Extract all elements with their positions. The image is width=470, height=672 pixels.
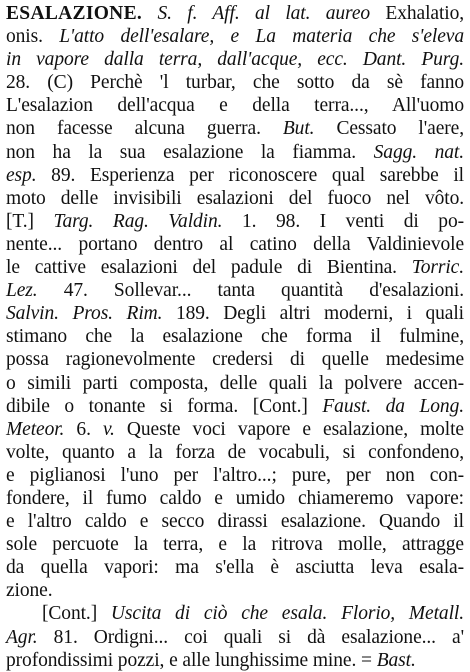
text-line xyxy=(6,117,464,140)
text-run: L'esalazion dell'acqua e della terra..., All'uomo xyxy=(6,95,464,117)
text-line xyxy=(6,187,464,210)
text-line xyxy=(6,464,464,487)
text-line xyxy=(6,372,464,395)
text-line xyxy=(6,71,464,94)
text-line xyxy=(6,418,464,441)
headword: ESALAZIONE. xyxy=(6,3,143,24)
text-run: Cessato l'aere, xyxy=(314,118,464,140)
italic-text: Uscita di ciò che esala. Florio, Metall. xyxy=(110,603,464,625)
text-run: 89. Esperienza per riconoscere qual sarebbe il xyxy=(36,164,464,186)
text-line xyxy=(6,579,464,602)
italic-text: Bast. xyxy=(376,649,416,671)
text-run: 47. Sollevar... tanta quantità d'esalazioni. xyxy=(37,280,464,302)
text-run: dibile o tonante si forma. [Cont.] xyxy=(6,395,323,417)
text-run: onis. xyxy=(6,26,60,48)
text-line xyxy=(6,48,464,71)
text-run: volte, quanto a la forza de vocabuli, si confondeno, xyxy=(6,441,464,463)
text-run: Exhalatio, xyxy=(370,3,465,24)
text-run: non facesse alcuna guerra. xyxy=(6,118,283,140)
text-run: [T.] xyxy=(6,210,54,232)
italic-text: esp. xyxy=(6,164,37,186)
text-line xyxy=(6,487,464,510)
text-line xyxy=(6,256,464,279)
text-line xyxy=(6,395,464,418)
text-run: 6. xyxy=(64,418,103,440)
text-line xyxy=(6,510,464,533)
text-run: e l'altro caldo e secco dirassi esalazione. Quando il xyxy=(6,511,464,533)
text-run: e piglianosi l'uno per l'altro...; pure, per non con- xyxy=(6,464,464,486)
italic-text: L'atto dell'esalare, e La materia che s'eleva xyxy=(59,26,464,48)
text-line xyxy=(6,141,464,164)
text-run: [Cont.] xyxy=(42,603,111,625)
text-run: moto delle invisibili esalazioni del fuoco nel vôto. xyxy=(6,187,464,209)
text-run: o simili parti composta, delle quali la polvere accen- xyxy=(6,372,464,394)
text-line xyxy=(6,25,464,48)
text-line xyxy=(6,602,464,625)
text-line xyxy=(6,210,464,233)
text-run: da quella vapori: ma s'ella è asciutta leva esala- xyxy=(6,557,464,579)
text-line xyxy=(6,533,464,556)
text-run xyxy=(142,3,157,24)
text-line xyxy=(6,649,464,672)
text-run: possa ragionevolmente credersi di quelle medesime xyxy=(6,349,464,371)
italic-text: Lez. xyxy=(6,280,38,302)
text-line xyxy=(6,348,464,371)
text-line xyxy=(6,441,464,464)
text-line xyxy=(6,556,464,579)
text-run: 1. 98. I venti di po- xyxy=(222,210,464,232)
text-run: 28. (C) Perchè 'l turbar, che sotto da sè fanno xyxy=(6,72,464,94)
italic-text: Faust. da Long. xyxy=(322,395,464,417)
text-run: stimano che la esalazione che forma il fulmine, xyxy=(6,326,464,348)
text-line xyxy=(6,2,464,25)
text-line xyxy=(6,325,464,348)
text-line xyxy=(6,279,464,302)
text-run: 81. Ordigni... coi quali si dà esalazione... a' xyxy=(37,626,464,648)
text-run: sole percuote la terra, e la ritrova molle, attragge xyxy=(6,534,464,556)
text-run: profondissimi pozzi, e alle lunghissime mine. = xyxy=(6,649,377,671)
italic-text: Meteor. xyxy=(6,418,65,440)
text-run: nente... portano dentro al catino della Valdinievole xyxy=(6,233,464,255)
text-run: zione. xyxy=(6,580,53,602)
text-line xyxy=(6,626,464,649)
italic-text: But. xyxy=(282,118,315,140)
text-run: fondere, il fumo caldo e umido chiameremo vapore: xyxy=(6,487,464,509)
italic-text: Agr. xyxy=(6,626,38,648)
italic-text: S. f. Aff. al lat. aureo xyxy=(157,3,371,24)
text-run: non ha la sua esalazione la fiamma. xyxy=(6,141,374,163)
text-run: Queste voci vapore e esalazione, molte xyxy=(114,418,464,440)
text-run: le cattive esalazioni del padule di Bientina. xyxy=(6,257,412,279)
text-line xyxy=(6,302,464,325)
text-line xyxy=(6,94,464,117)
dictionary-entry-esalazione xyxy=(6,2,464,672)
italic-text: Sagg. nat. xyxy=(373,141,464,163)
italic-text: Salvin. Pros. Rim. xyxy=(6,303,163,325)
text-line xyxy=(6,164,464,187)
italic-text: Torric. xyxy=(411,257,464,279)
text-line xyxy=(6,233,464,256)
italic-text: in vapore dalla terra, dall'acque, ecc. Dant. Purg. xyxy=(6,49,464,71)
text-run: 189. Degli altri moderni, i quali xyxy=(162,303,464,325)
italic-text: v. xyxy=(102,418,115,440)
italic-text: Targ. Rag. Valdin. xyxy=(53,210,223,232)
